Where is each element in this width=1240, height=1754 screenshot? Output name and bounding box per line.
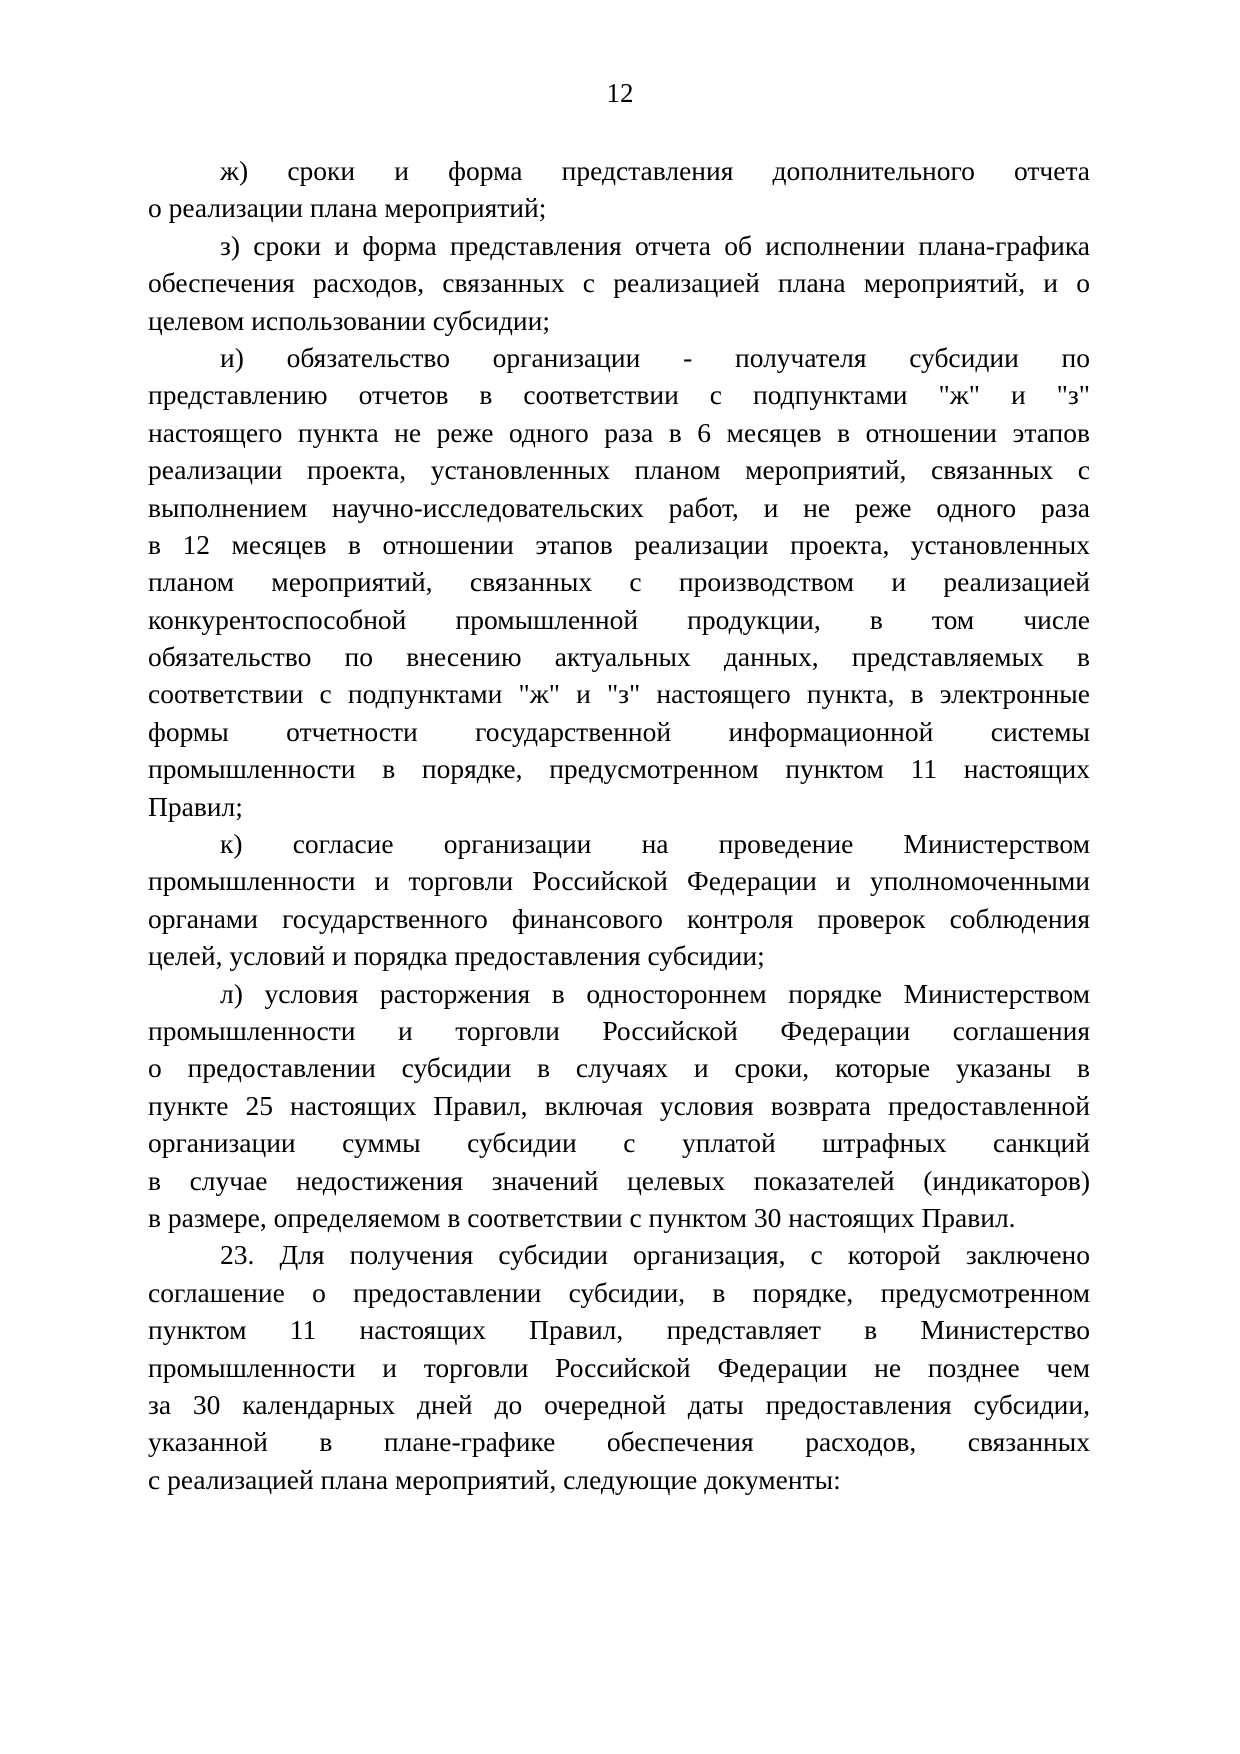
text-line: ж) сроки и форма представления дополнительного отчета [220, 155, 1090, 186]
text-line: о предоставлении субсидии в случаях и сроки, которые указаны в [148, 1052, 1090, 1084]
text-line: реализации проекта, установленных планом мероприятий, связанных с [148, 454, 1090, 486]
text-line: за 30 календарных дней до очередной даты предоставления субсидии, [148, 1388, 1090, 1420]
text-line: организации суммы субсидии с уплатой штрафных санкций [148, 1127, 1090, 1159]
text-line: указанной в плане-графике обеспечения расходов, связанных [148, 1426, 1090, 1458]
text-line: представлению отчетов в соответствии с подпунктами "ж" и "з" [148, 379, 1090, 411]
paragraph-z [148, 227, 1090, 339]
text-line: обязательство по внесению актуальных данных, представляемых в [148, 641, 1090, 673]
text-line: целей, условий и порядка предоставления субсидии; [148, 940, 765, 972]
page-number: 12 [606, 78, 634, 108]
text-line: соответствии с подпунктами "ж" и "з" настоящего пункта, в электронные [148, 678, 1090, 710]
text-line: формы отчетности государственной информационной системы [148, 715, 1090, 747]
text-line: л) условия расторжения в одностороннем порядке Министерством [220, 977, 1090, 1009]
text-line: о реализации плана мероприятий; [148, 192, 547, 224]
document-body [148, 152, 1090, 1498]
text-line: пункте 25 настоящих Правил, включая условия возврата предоставленной [148, 1089, 1090, 1121]
text-line: 23. Для получения субсидии организация, с которой заключено [220, 1239, 1090, 1271]
text-line: планом мероприятий, связанных с производством и реализацией [148, 566, 1090, 598]
text-line: промышленности и торговли Российской Федерации соглашения [148, 1014, 1090, 1046]
paragraph-zh [148, 152, 1090, 227]
text-line: и) обязательство организации - получателя субсидии по [220, 341, 1090, 373]
text-line: органами государственного финансового контроля проверок соблюдения [148, 902, 1090, 934]
text-line: целевом использовании субсидии; [148, 304, 550, 336]
text-line: промышленности и торговли Российской Федерации и уполномоченными [148, 865, 1090, 897]
paragraph-l [148, 975, 1090, 1237]
text-line: пунктом 11 настоящих Правил, представляет в Министерство [148, 1314, 1090, 1346]
text-line: обеспечения расходов, связанных с реализацией плана мероприятий, и о [148, 267, 1090, 299]
paragraph-k [148, 825, 1090, 975]
text-line: промышленности в порядке, предусмотренном пунктом 11 настоящих [148, 753, 1090, 785]
text-line: з) сроки и форма представления отчета об исполнении плана-графика [220, 229, 1090, 261]
text-line: выполнением научно-исследовательских работ, и не реже одного раза [148, 491, 1090, 523]
paragraph-i [148, 339, 1090, 825]
text-line: в случае недостижения значений целевых показателей (индикаторов) [148, 1164, 1090, 1196]
paragraph-23 [148, 1236, 1090, 1498]
text-line: в 12 месяцев в отношении этапов реализации проекта, установленных [148, 528, 1090, 560]
text-line: к) согласие организации на проведение Министерством [220, 828, 1090, 860]
text-line: промышленности и торговли Российской Федерации не позднее чем [148, 1351, 1090, 1383]
text-line: в размере, определяемом в соответствии с пунктом 30 настоящих Правил. [148, 1201, 1016, 1233]
text-line: настоящего пункта не реже одного раза в 6 месяцев в отношении этапов [148, 416, 1090, 448]
text-line: соглашение о предоставлении субсидии, в порядке, предусмотренном [148, 1276, 1090, 1308]
text-line: конкурентоспособной промышленной продукции, в том числе [148, 603, 1090, 635]
text-line: Правил; [148, 790, 243, 822]
text-line: с реализацией плана мероприятий, следующие документы: [148, 1463, 841, 1495]
